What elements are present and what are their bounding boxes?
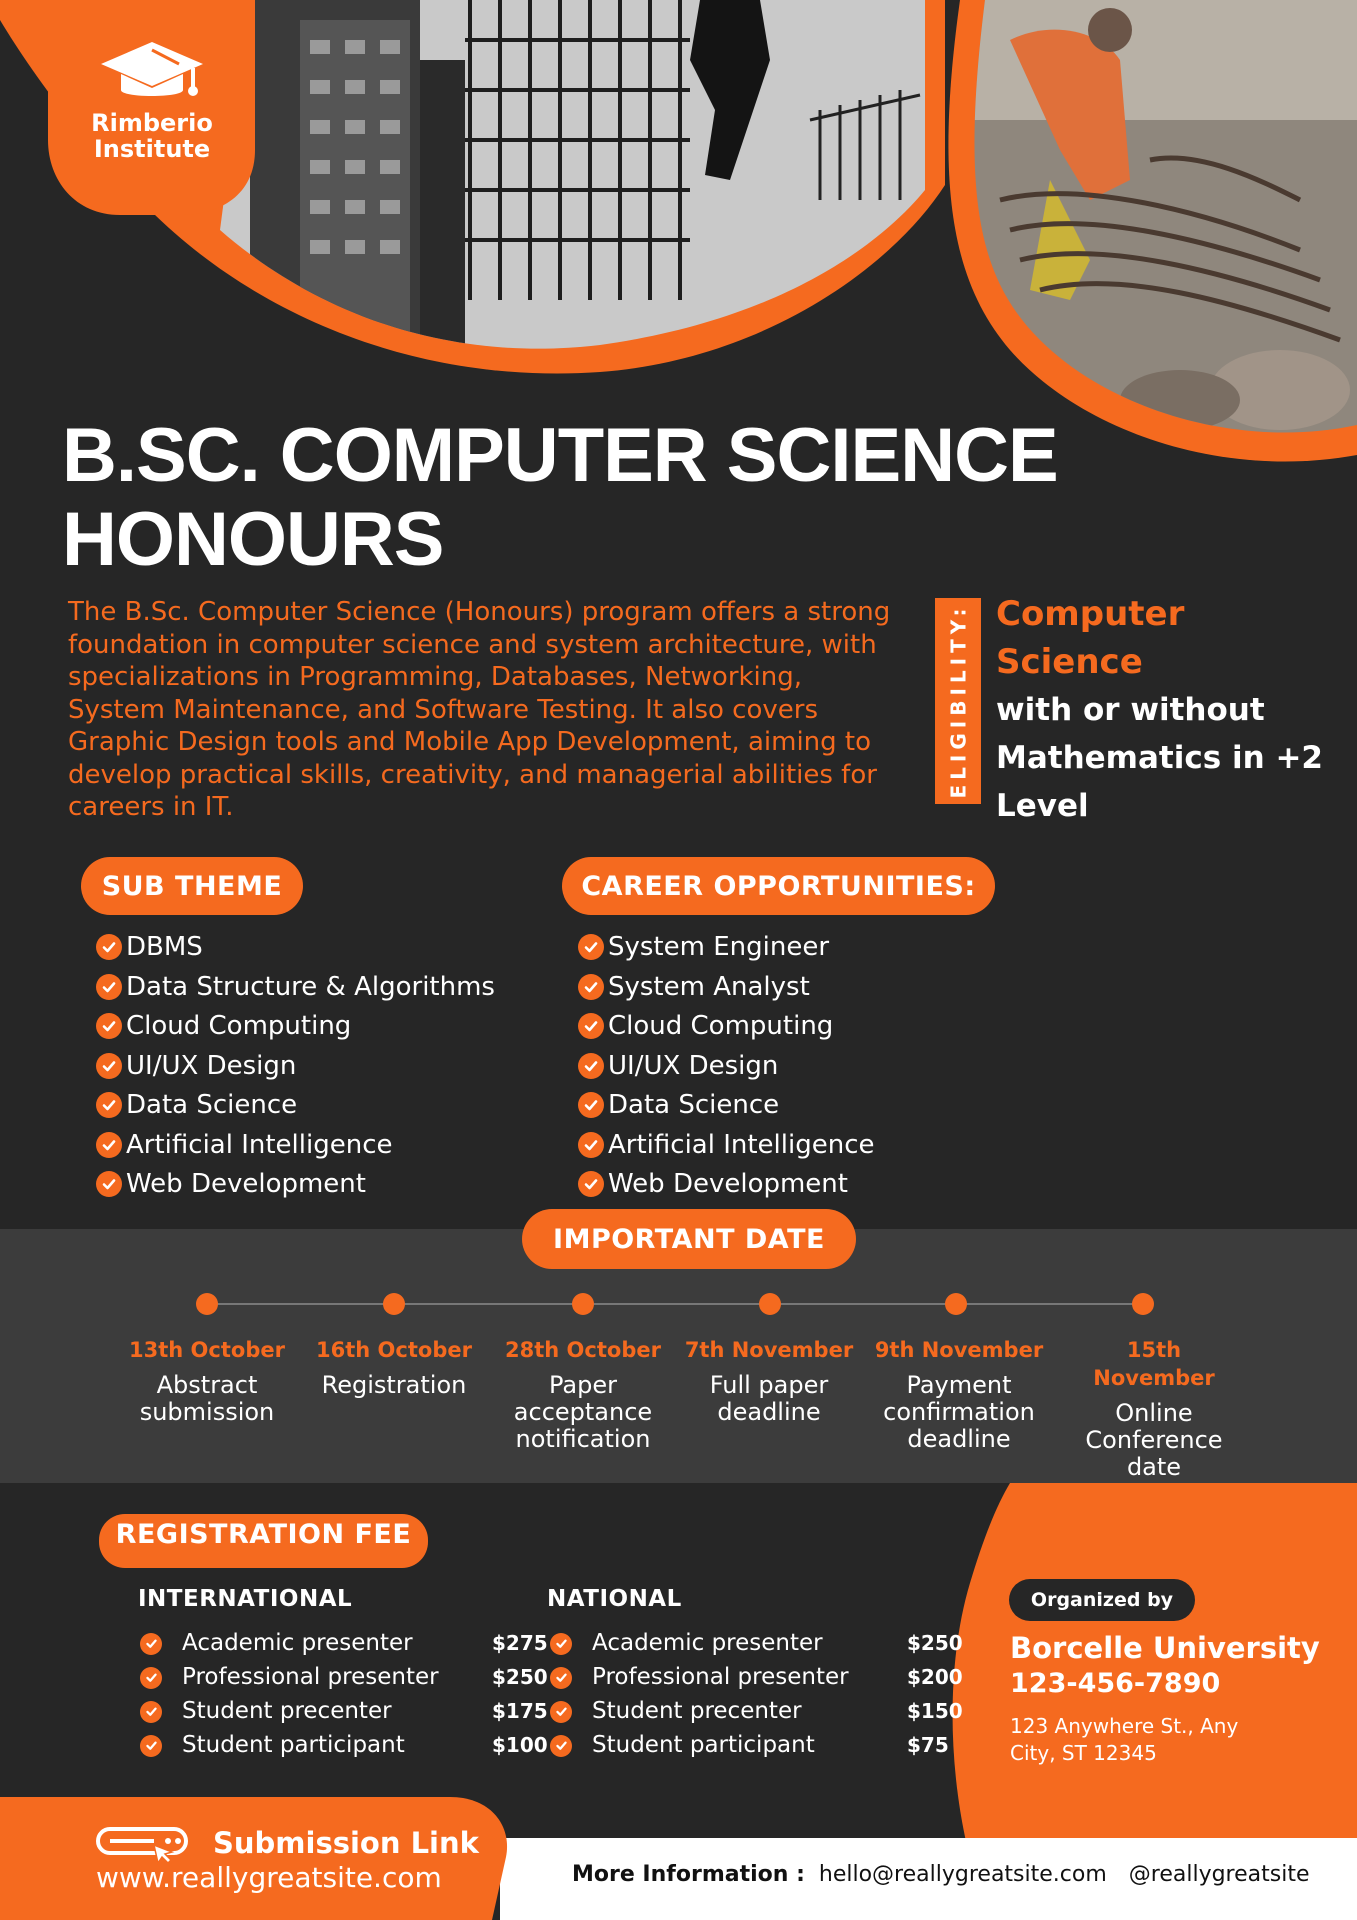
list-item xyxy=(578,968,875,1006)
national-heading: NATIONAL xyxy=(547,1586,682,1612)
check-circle-icon xyxy=(550,1701,572,1723)
list-item-label: DBMS xyxy=(126,932,203,962)
event-date: 9th November xyxy=(874,1338,1044,1362)
event-label: Registration xyxy=(321,1371,467,1399)
check-circle-icon xyxy=(96,934,122,960)
link-pointer-icon xyxy=(96,1825,192,1865)
list-item xyxy=(96,1126,495,1164)
check-circle-icon xyxy=(578,1171,604,1197)
list-item-label: Artificial Intelligence xyxy=(126,1129,393,1160)
event-label: Online Conference date xyxy=(1085,1399,1223,1481)
career-heading: CAREER OPPORTUNITIES: xyxy=(562,857,995,915)
check-circle-icon xyxy=(578,974,604,1000)
submission-url-link[interactable]: www.reallygreatsite.com xyxy=(96,1861,442,1894)
check-circle-icon xyxy=(96,1013,122,1039)
organizer-address: 123 Anywhere St., Any City, ST 12345 xyxy=(1010,1714,1239,1765)
social-handle-link[interactable]: @reallygreatsite xyxy=(1128,1862,1310,1887)
organizer-name: Borcelle University xyxy=(1010,1631,1320,1665)
timeline-dot xyxy=(383,1293,405,1315)
table-row xyxy=(140,1660,548,1694)
check-circle-icon xyxy=(550,1667,572,1689)
international-heading: INTERNATIONAL xyxy=(138,1586,353,1612)
submission-link-title: Submission Link xyxy=(213,1826,479,1860)
event-label: Paper acceptance notification xyxy=(513,1371,653,1453)
list-item-label: Cloud Computing xyxy=(126,1011,352,1041)
list-item xyxy=(578,1126,875,1164)
timeline-dot xyxy=(945,1293,967,1315)
fee-price: $175 xyxy=(492,1699,548,1723)
list-item-label: Data Science xyxy=(126,1090,298,1120)
institute-logo xyxy=(48,36,256,162)
check-circle-icon xyxy=(578,1132,604,1158)
fee-label: Student precenter xyxy=(592,1698,802,1724)
list-item xyxy=(96,1047,495,1085)
table-row xyxy=(550,1728,963,1762)
list-item-label: UI/UX Design xyxy=(126,1050,297,1081)
timeline-dot xyxy=(196,1293,218,1315)
national-fee-table xyxy=(550,1626,963,1762)
program-description: The B.Sc. Computer Science (Honours) program offers a strong foundation in computer science and system architecture, with specializations in Programming, Databases, Networking, System Maintenance, and Software Testing. It also covers Graphic Design tools and Mobile App Development, aiming to develop practical skills, creativity, and managerial abilities for careers in IT. xyxy=(68,597,891,822)
list-item xyxy=(578,1086,875,1124)
list-item xyxy=(96,928,495,966)
check-circle-icon xyxy=(96,1132,122,1158)
list-item-label: System Analyst xyxy=(608,971,810,1002)
eligibility-tag xyxy=(935,598,981,804)
registration-heading: REGISTRATION FEE xyxy=(99,1514,428,1568)
eligibility-heading: Computer Science xyxy=(996,594,1185,682)
check-circle-icon xyxy=(140,1701,162,1723)
timeline-dot xyxy=(759,1293,781,1315)
list-item xyxy=(578,1047,875,1085)
list-item xyxy=(96,1007,495,1045)
event-date: 16th October xyxy=(316,1338,472,1362)
check-circle-icon xyxy=(140,1667,162,1689)
check-circle-icon xyxy=(578,1013,604,1039)
sub-theme-list xyxy=(96,928,495,1205)
fee-label: Academic presenter xyxy=(592,1630,823,1656)
fee-label: Student participant xyxy=(182,1732,405,1758)
list-item-label: Data Structure & Algorithms xyxy=(126,971,495,1002)
timeline-dot xyxy=(572,1293,594,1315)
organized-by-badge: Organized by xyxy=(1009,1579,1195,1621)
timeline-line xyxy=(206,1303,1145,1305)
fee-label: Academic presenter xyxy=(182,1630,413,1656)
table-row xyxy=(140,1694,548,1728)
list-item xyxy=(96,1165,495,1203)
check-circle-icon xyxy=(578,934,604,960)
eligibility-body: with or without Mathematics in +2 Level xyxy=(996,692,1323,824)
event-date: 13th October xyxy=(129,1338,285,1362)
page-title xyxy=(62,414,1062,582)
timeline-event xyxy=(869,1336,1049,1453)
check-circle-icon xyxy=(140,1735,162,1757)
check-circle-icon xyxy=(550,1633,572,1655)
list-item-label: System Engineer xyxy=(608,932,830,962)
list-item-label: Web Development xyxy=(126,1169,366,1199)
check-circle-icon xyxy=(96,1171,122,1197)
fee-label: Student precenter xyxy=(182,1698,392,1724)
contact-email-link[interactable]: hello@reallygreatsite.com xyxy=(818,1862,1107,1887)
timeline-dot xyxy=(1132,1293,1154,1315)
sub-theme-heading: SUB THEME xyxy=(81,857,303,915)
fee-price: $100 xyxy=(492,1733,548,1757)
timeline-event xyxy=(117,1336,297,1426)
list-item-label: Web Development xyxy=(608,1169,848,1199)
fee-price: $150 xyxy=(907,1699,963,1723)
title-line-2: HONOURS xyxy=(62,497,444,582)
fee-price: $200 xyxy=(907,1665,963,1689)
fee-label: Professional presenter xyxy=(182,1664,439,1690)
check-circle-icon xyxy=(578,1092,604,1118)
logo-name-line2: Institute xyxy=(93,135,211,163)
fee-price: $275 xyxy=(492,1631,548,1655)
check-circle-icon xyxy=(550,1735,572,1757)
table-row xyxy=(140,1626,548,1660)
logo-name-line1: Rimberio xyxy=(91,109,213,137)
timeline-event xyxy=(304,1336,484,1399)
organizer-phone[interactable]: 123-456-7890 xyxy=(1010,1668,1221,1699)
eligibility-label: ELIGIBILITY: xyxy=(946,603,970,799)
event-label: Full paper deadline xyxy=(709,1371,829,1426)
table-row xyxy=(550,1694,963,1728)
list-item xyxy=(578,1007,875,1045)
list-item xyxy=(96,1086,495,1124)
list-item xyxy=(578,928,875,966)
fee-label: Professional presenter xyxy=(592,1664,849,1690)
event-date: 28th October xyxy=(505,1338,661,1362)
list-item-label: Cloud Computing xyxy=(608,1011,834,1041)
international-fee-table xyxy=(140,1626,548,1762)
check-circle-icon xyxy=(140,1633,162,1655)
event-date: 7th November xyxy=(684,1338,854,1362)
event-date: 15th November xyxy=(1093,1338,1215,1390)
list-item-label: Data Science xyxy=(608,1090,780,1120)
table-row xyxy=(550,1660,963,1694)
fee-price: $75 xyxy=(907,1733,949,1757)
check-circle-icon xyxy=(578,1053,604,1079)
more-information xyxy=(572,1862,1310,1887)
event-label: Payment confirmation deadline xyxy=(883,1371,1035,1453)
list-item xyxy=(578,1165,875,1203)
career-list xyxy=(578,928,875,1205)
check-circle-icon xyxy=(96,974,122,1000)
timeline-event xyxy=(1064,1336,1244,1481)
important-date-heading: IMPORTANT DATE xyxy=(522,1209,856,1269)
timeline-event xyxy=(493,1336,673,1453)
title-line-1: B.SC. COMPUTER SCIENCE xyxy=(62,413,1058,498)
eligibility-criteria xyxy=(996,590,1336,830)
more-info-label: More Information : xyxy=(572,1862,805,1887)
list-item xyxy=(96,968,495,1006)
event-label: Abstract submission xyxy=(139,1371,275,1426)
check-circle-icon xyxy=(96,1053,122,1079)
list-item-label: UI/UX Design xyxy=(608,1050,779,1081)
fee-price: $250 xyxy=(492,1665,548,1689)
timeline-event xyxy=(679,1336,859,1426)
fee-label: Student participant xyxy=(592,1732,815,1758)
graduation-cap-icon xyxy=(97,36,207,106)
check-circle-icon xyxy=(96,1092,122,1118)
list-item-label: Artificial Intelligence xyxy=(608,1129,875,1160)
fee-price: $250 xyxy=(907,1631,963,1655)
table-row xyxy=(140,1728,548,1762)
table-row xyxy=(550,1626,963,1660)
